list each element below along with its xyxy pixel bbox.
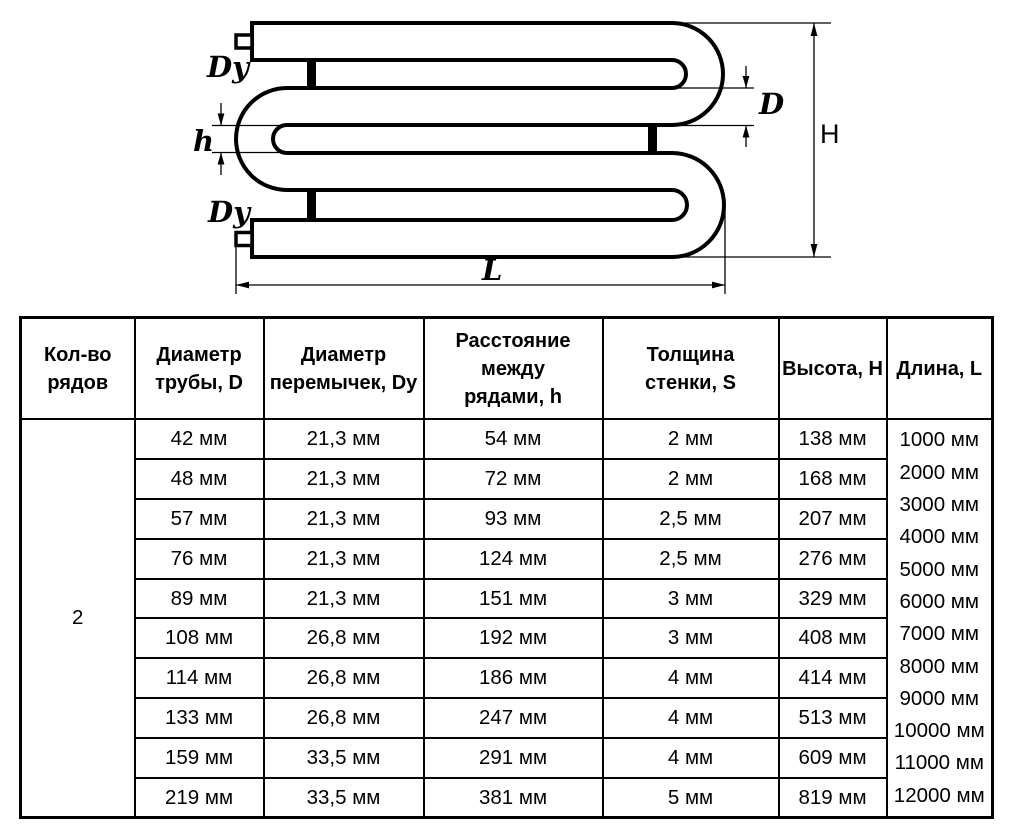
header-line: Толщина (646, 343, 735, 366)
table-cell: 124 мм (424, 539, 603, 579)
cell-lengths (887, 419, 993, 818)
table-cell: 609 мм (779, 738, 887, 778)
right-bend-top-outer (672, 23, 723, 125)
table-cell: 329 мм (779, 579, 887, 619)
dimension-h-arrows (218, 114, 225, 165)
table-cell: 159 мм (135, 738, 264, 778)
arrow-down-icon (811, 244, 818, 257)
table-cell: 2 мм (603, 459, 779, 499)
left-bend-outer (236, 88, 287, 190)
table-cell: 408 мм (779, 618, 887, 658)
header-line: Диаметр (156, 343, 242, 366)
table-cell: 3 мм (603, 579, 779, 619)
jumper-left-top (307, 59, 316, 89)
label-d: D (759, 87, 785, 121)
table-cell: 2,5 мм (603, 539, 779, 579)
table-cell: 133 мм (135, 698, 264, 738)
header-wall-thickness (603, 318, 779, 420)
register-technical-drawing (0, 0, 1012, 312)
table-cell: 33,5 мм (264, 778, 424, 818)
header-row-spacing (424, 318, 603, 420)
header-tube-diameter (135, 318, 264, 420)
dimension-d-arrows (743, 76, 750, 138)
table-cell: 33,5 мм (264, 738, 424, 778)
arrow-up-icon (743, 126, 750, 138)
header-line: рядами, h (464, 385, 562, 408)
table-cell: 168 мм (779, 459, 887, 499)
right-bend-bottom-outer (672, 153, 724, 257)
table-cell: 3 мм (603, 618, 779, 658)
length-option: 9000 мм (899, 686, 979, 710)
table-cell: 513 мм (779, 698, 887, 738)
arrow-left-icon (236, 282, 249, 289)
header-jumper-diameter (264, 318, 424, 420)
table-cell: 21,3 мм (264, 539, 424, 579)
table-cell: 108 мм (135, 618, 264, 658)
right-bend-top-inner (672, 60, 686, 88)
arrow-right-icon (712, 282, 725, 289)
table-cell: 5 мм (603, 778, 779, 818)
header-line: Длина, L (896, 357, 983, 380)
table-row (21, 539, 993, 579)
arrow-down-icon (743, 76, 750, 88)
jumper-right-middle (648, 124, 657, 154)
header-line: Высота, H (782, 357, 883, 380)
table-cell: 57 мм (135, 499, 264, 539)
table-row (21, 778, 993, 818)
table-cell: 89 мм (135, 579, 264, 619)
table-cell: 151 мм (424, 579, 603, 619)
inlet-nozzle (236, 35, 252, 48)
table-row (21, 459, 993, 499)
register-diagram-svg (0, 0, 1012, 312)
arrow-down-icon (218, 114, 225, 126)
table-cell: 276 мм (779, 539, 887, 579)
outlet-nozzle (236, 233, 252, 246)
header-line: Расстояние между (455, 329, 571, 380)
table-cell: 819 мм (779, 778, 887, 818)
table-cell: 42 мм (135, 419, 264, 459)
cell-rows-count: 2 (21, 419, 135, 818)
table-cell: 2 мм (603, 419, 779, 459)
label-dy-bottom: Dy (208, 195, 250, 229)
table-row (21, 618, 993, 658)
jumper-left-bottom (307, 189, 316, 221)
table-cell: 291 мм (424, 738, 603, 778)
table-cell: 21,3 мм (264, 499, 424, 539)
table-cell: 4 мм (603, 698, 779, 738)
length-option: 8000 мм (899, 654, 979, 678)
header-height (779, 318, 887, 420)
right-bend-bottom-inner (672, 190, 687, 220)
header-line: перемычек, Dy (269, 371, 418, 394)
length-option: 5000 мм (899, 557, 979, 581)
table-cell: 2,5 мм (603, 499, 779, 539)
length-option: 12000 мм (893, 783, 985, 807)
label-length: L (482, 253, 503, 287)
tube-4 (252, 220, 672, 257)
table-row (21, 738, 993, 778)
table-cell: 21,3 мм (264, 579, 424, 619)
arrow-up-icon (811, 23, 818, 36)
table-row (21, 419, 993, 459)
tube-1 (252, 23, 672, 60)
table-cell: 76 мм (135, 539, 264, 579)
table-cell: 4 мм (603, 658, 779, 698)
table-cell: 414 мм (779, 658, 887, 698)
table-cell: 54 мм (424, 419, 603, 459)
table-row (21, 658, 993, 698)
jumpers (307, 59, 657, 221)
dimension-d (656, 66, 754, 147)
arrow-up-icon (218, 153, 225, 165)
label-h: h (193, 124, 215, 158)
table-cell: 48 мм (135, 459, 264, 499)
length-option: 2000 мм (899, 460, 979, 484)
table-cell: 207 мм (779, 499, 887, 539)
label-height: H (820, 119, 840, 149)
table-cell: 72 мм (424, 459, 603, 499)
table-row (21, 579, 993, 619)
header-line: Кол-во (43, 343, 112, 366)
specifications-table (19, 316, 994, 819)
table-cell: 26,8 мм (264, 618, 424, 658)
table-row (21, 698, 993, 738)
table-cell: 114 мм (135, 658, 264, 698)
table-cell: 93 мм (424, 499, 603, 539)
table-cell: 381 мм (424, 778, 603, 818)
table-cell: 186 мм (424, 658, 603, 698)
table-cell: 21,3 мм (264, 459, 424, 499)
length-option: 6000 мм (899, 589, 979, 613)
table-cell: 219 мм (135, 778, 264, 818)
table-cell: 21,3 мм (264, 419, 424, 459)
left-bend-inner (273, 125, 287, 153)
length-option: 7000 мм (899, 622, 979, 646)
header-line: рядов (47, 371, 109, 394)
header-length (887, 318, 993, 420)
table-cell: 192 мм (424, 618, 603, 658)
dimension-height (678, 23, 831, 257)
header-line: Диаметр (300, 343, 387, 366)
header-line: трубы, D (155, 371, 243, 394)
table-cell: 138 мм (779, 419, 887, 459)
header-rows-count (21, 318, 135, 420)
table-cell: 247 мм (424, 698, 603, 738)
length-option: 1000 мм (899, 428, 979, 452)
table-cell: 26,8 мм (264, 658, 424, 698)
length-option: 10000 мм (893, 719, 985, 743)
header-row (21, 318, 993, 420)
table-cell: 4 мм (603, 738, 779, 778)
label-dy-top: Dy (207, 50, 249, 84)
length-option: 11000 мм (894, 751, 984, 775)
table-row (21, 499, 993, 539)
length-option: 3000 мм (899, 493, 979, 517)
length-option: 4000 мм (899, 525, 979, 549)
table-cell: 26,8 мм (264, 698, 424, 738)
header-line: стенки, S (645, 371, 736, 394)
